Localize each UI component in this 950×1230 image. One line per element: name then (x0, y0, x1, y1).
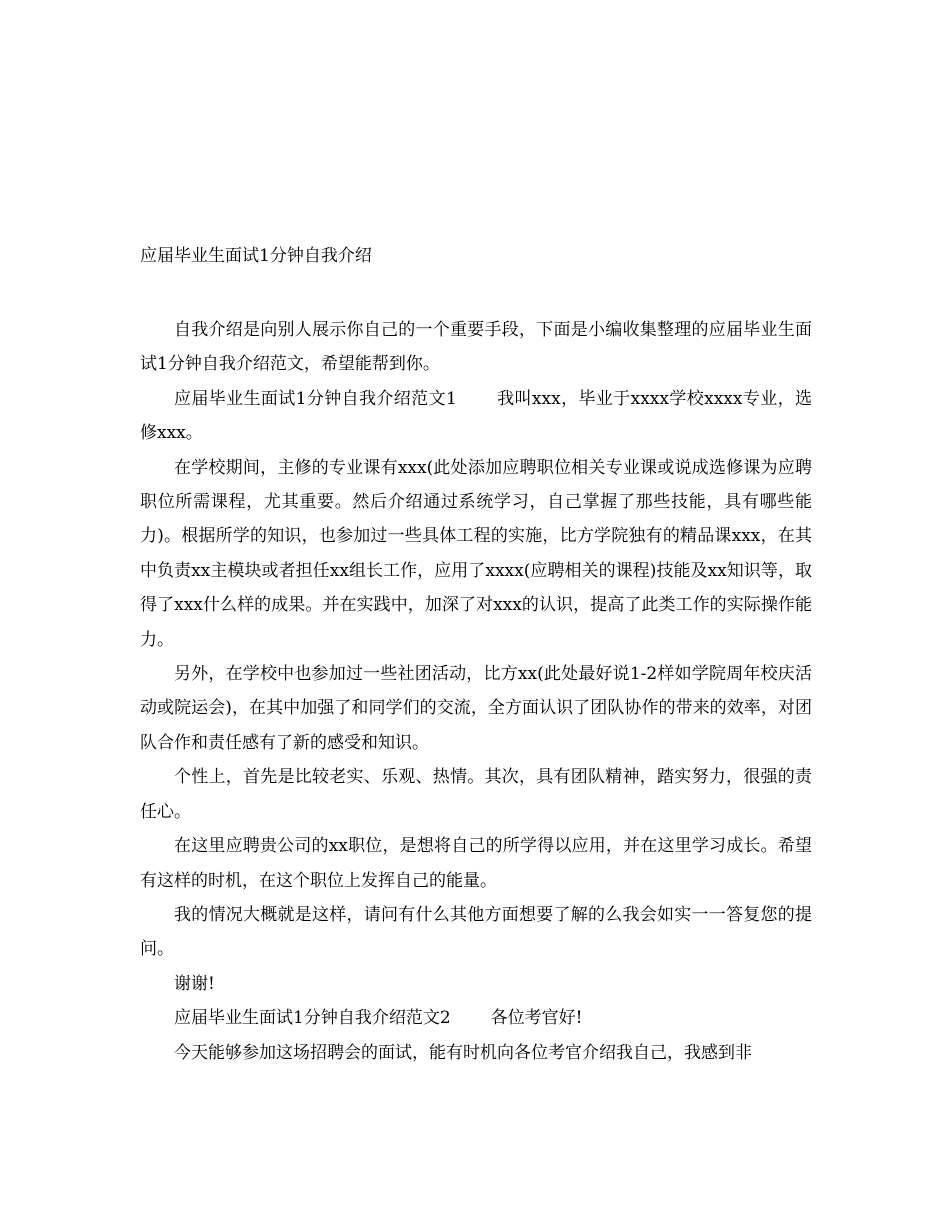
sample1-text: 我叫xxx，毕业于xxxx学校xxxx专业，选修xxx。 (140, 388, 812, 444)
paragraph-activities: 另外，在学校中也参加过一些社团活动，比方xx(此处最好说1-2样如学院周年校庆活动或院运会)，在其中加强了和同学们的交流，全方面认识了团队协作的带来的效率，对团队合作和责任感有了新的感受和知识。 (140, 664, 812, 753)
paragraph-sample2-body: 今天能够参加这场招聘会的面试，能有时机向各位考官介绍我自己，我感到非 (174, 1042, 752, 1063)
sample2-text: 各位考官好! (490, 1008, 583, 1029)
paragraph-closing: 我的情况大概就是这样，请问有什么其他方面想要了解的么我会如实一一答复您的提问。 (140, 904, 812, 960)
paragraph-intro: 自我介绍是向别人展示你自己的一个重要手段，下面是小编收集整理的应届毕业生面试1分钟自我介绍范文，希望能帮到你。 (140, 320, 812, 375)
sample1-heading: 应届毕业生面试1分钟自我介绍范文1 (174, 388, 457, 409)
paragraph-school: 在学校期间，主修的专业课有xxx(此处添加应聘职位相关专业课或说成选修课为应聘职位所需课程，尤其重要。然后介绍通过系统学习，自己掌握了那些技能，具有哪些能力)。根据所学的知识，也参加过一些具体工程的实施，比方学院独有的精品课xxx，在其中负责xx主模块或者担任xx组长工作，应用了xxxx(应聘相关的课程)技能及xx知识等，取得了xxx什么样的成果。并在实践中，加深了对xxx的认识，提高了此类工作的实际操作能力。 (140, 457, 812, 650)
document-body (140, 313, 812, 1070)
paragraph-sample2 (140, 1001, 812, 1035)
paragraph-thanks: 谢谢! (174, 973, 215, 994)
paragraph-personality: 个性上，首先是比较老实、乐观、热情。其次，具有团队精神，踏实努力，很强的责任心。 (140, 767, 812, 822)
paragraph-sample1 (140, 382, 812, 451)
document-title: 应届毕业生面试1分钟自我介绍 (140, 246, 372, 266)
paragraph-position: 在这里应聘贵公司的xx职位，是想将自己的所学得以应用，并在这里学习成长。希望有这样的时机，在这个职位上发挥自己的能量。 (140, 836, 812, 891)
sample2-heading: 应届毕业生面试1分钟自我介绍范文2 (174, 1008, 451, 1029)
